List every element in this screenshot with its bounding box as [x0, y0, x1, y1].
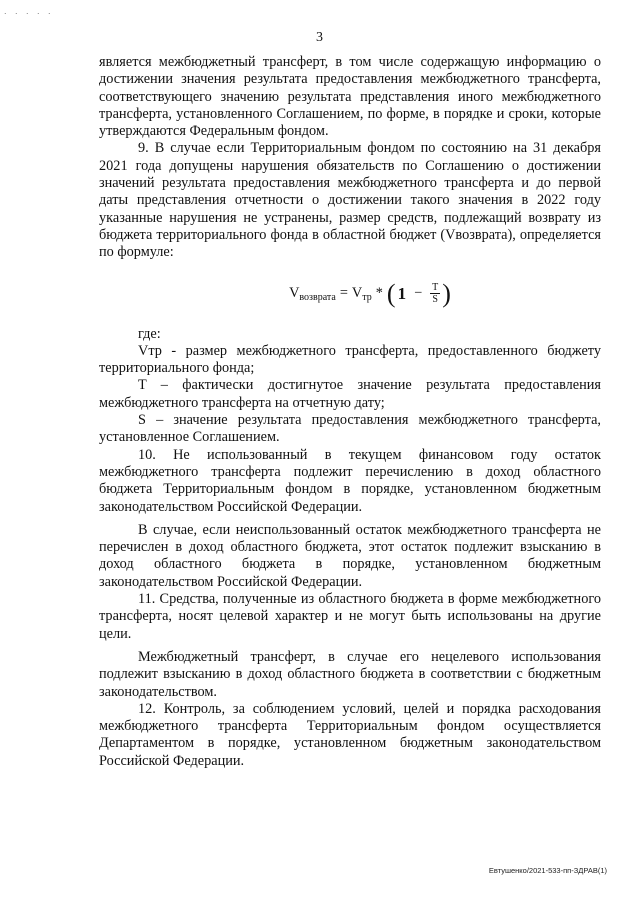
definition-s: S – значение результата предоставления межбюджетного трансферта, установленное Соглашением. [99, 412, 601, 446]
formula-rhs-symbol: V [351, 284, 363, 301]
formula-minus: − [414, 284, 423, 301]
formula-multiply: * [375, 284, 383, 301]
definition-v: Vтр - размер межбюджетного трансферта, предоставленного бюджету территориального фонда; [99, 342, 601, 377]
paragraph-12: 12. Контроль, за соблюдением условий, целей и порядка расходования межбюджетного трансферта Территориальным фондом осуществляется Департаментом в порядке, установленном бюджетным законодательством Российской Федерации. [99, 700, 601, 769]
paragraph-11-continued: Межбюджетный трансферт, в случае его нецелевого использования подлежит взысканию в доход областного бюджета в соответствии с бюджетным законодательством. [99, 648, 601, 700]
refund-formula [99, 262, 601, 326]
paragraph-9: 9. В случае если Территориальным фондом по состоянию на 31 декабря 2021 года допущены нарушения обязательств по Соглашению о достижении значений результата предоставления межбюджетного трансферта и до первой даты представления отчетности о достижении такого значения в 2022 году указанные нарушения не устранены, размер средств, подлежащий возврату из бюджета территориального фонда в областной бюджет (Vвозврата), определяется по формуле: [99, 140, 601, 261]
paragraph-10: 10. Не использованный в текущем финансовом году остаток межбюджетного трансферта подлежит перечислению в доход областного бюджета Территориальным фондом в порядке, установленном бюджетным законодательством Российской Федерации. [99, 446, 601, 515]
corner-marks: . . . . . [4, 6, 54, 16]
document-body [99, 54, 601, 770]
paragraph-continuation: является межбюджетный трансферт, в том числе содержащую информацию о достижении значения результата предоставления межбюджетного трансферта, соответствующего значению результата представления иного межбюджетного трансферта, установленного Соглашением, по форме, в порядке и сроки, которые утверждаются Федеральным фондом. [99, 54, 601, 140]
formula-lhs-symbol: V [289, 284, 300, 301]
definition-t: T – фактически достигнутое значение результата предоставления межбюджетного трансферта на отчетную дату; [99, 377, 601, 411]
where-label: где: [138, 325, 161, 342]
formula-lhs-subscript: возврата [299, 291, 336, 303]
page-number: 3 [316, 30, 323, 45]
formula-fraction [430, 282, 440, 305]
formula-numerator: T [432, 282, 439, 294]
formula-rhs-subscript: тр [362, 291, 372, 303]
formula-one: 1 [397, 283, 407, 303]
formula-close-paren: ) [442, 278, 451, 308]
footer-doc-code: Евтушенко/2021-533-пп-ЗДРАВ(1) [488, 866, 607, 875]
formula-denominator: S [432, 294, 438, 306]
paragraph-10-continued: В случае, если неиспользованный остаток межбюджетного трансферта не перечислен в доход областного бюджета, этот остаток подлежит взысканию в доход областного бюджета в порядке, установленном бюджетным законодательством Российской Федерации. [99, 521, 601, 590]
formula-equals: = [339, 284, 348, 301]
formula-open-paren: ( [386, 278, 396, 308]
paragraph-11: 11. Средства, полученные из областного бюджета в форме межбюджетного трансферта, носят целевой характер и не могут быть использованы на другие цели. [99, 591, 601, 642]
